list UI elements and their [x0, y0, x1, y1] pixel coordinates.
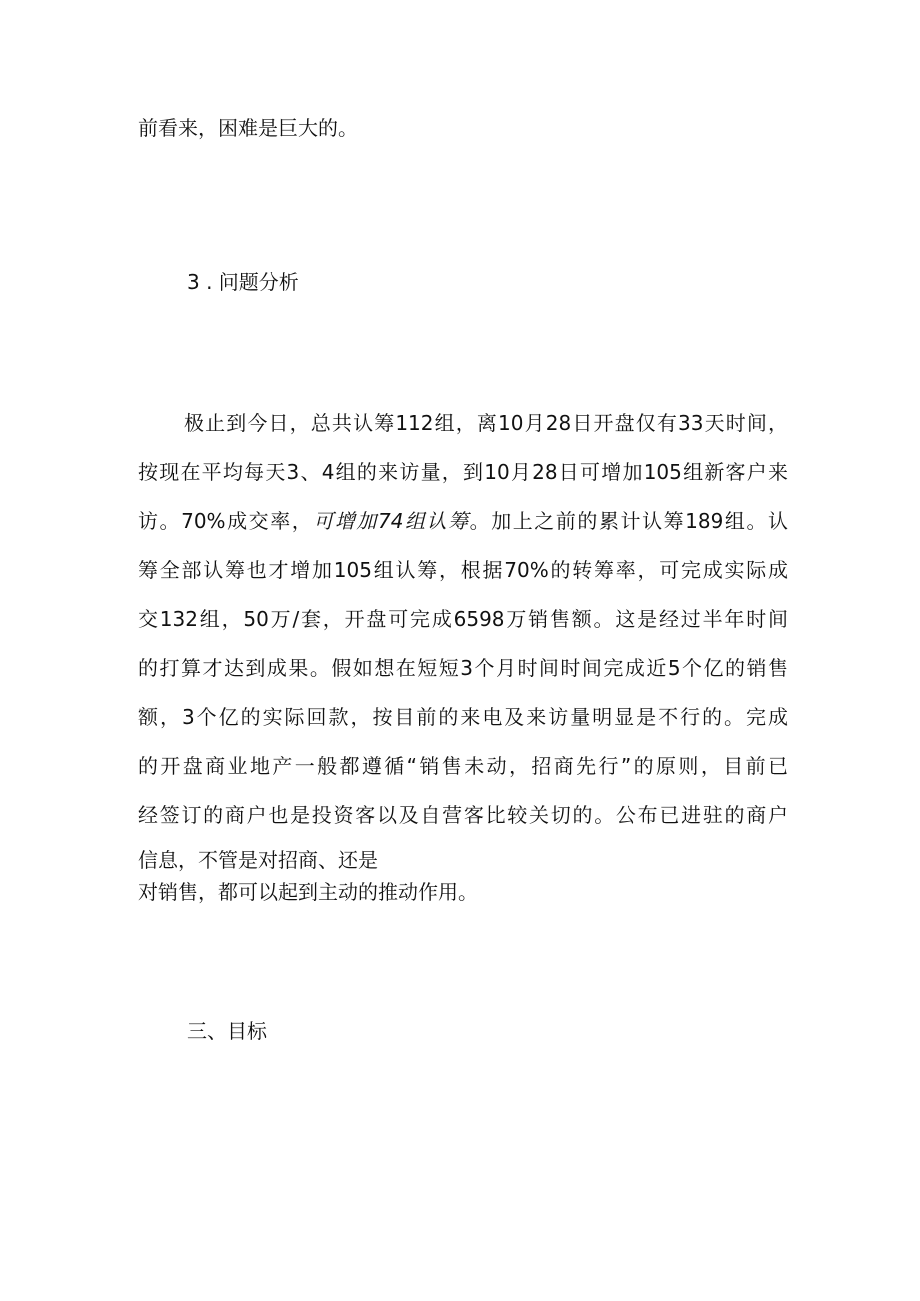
paragraph-line: 对销售，都可以起到主动的推动作用。: [138, 880, 478, 904]
paragraph-line: 的打算才达到成果。假如想在短短3个月时间时间完成近5个亿的销售: [138, 656, 788, 680]
paragraph-line: 按现在平均每天3、4组的来访量，到10月28日可增加105组新客户来: [138, 460, 788, 484]
lead-text-line: 前看来，困难是巨大的。: [138, 116, 358, 140]
italic-phrase: 可增加74组认筹: [313, 509, 470, 533]
paragraph-line: 信息，不管是对招商、还是: [138, 848, 378, 872]
chapter-heading: 三、目标: [187, 1019, 267, 1043]
paragraph-line: 额，3个亿的实际回款，按目前的来电及来访量明显是不行的。完成: [138, 705, 788, 729]
paragraph-line: 经签订的商户也是投资客以及自营客比较关切的。公布已进驻的商户: [138, 803, 788, 827]
paragraph-line: 的开盘商业地产一般都遵循“销售未动，招商先行”的原则，目前已: [138, 754, 788, 778]
paragraph-line: 交132组，50万/套，开盘可完成6598万销售额。这是经过半年时间: [138, 607, 788, 631]
paragraph-line: 极止到今日，总共认筹112组，离10月28日开盘仅有33天时间，: [184, 411, 788, 435]
section-heading: 3 . 问题分析: [187, 270, 299, 294]
paragraph-line: 筹全部认筹也才增加105组认筹，根据70%的转筹率，可完成实际成: [138, 558, 788, 582]
paragraph-line-start: 访。70%成交率，: [138, 509, 314, 533]
paragraph-line: [138, 507, 788, 535]
paragraph-line-end: 。加上之前的累计认筹189组。认: [469, 509, 789, 533]
